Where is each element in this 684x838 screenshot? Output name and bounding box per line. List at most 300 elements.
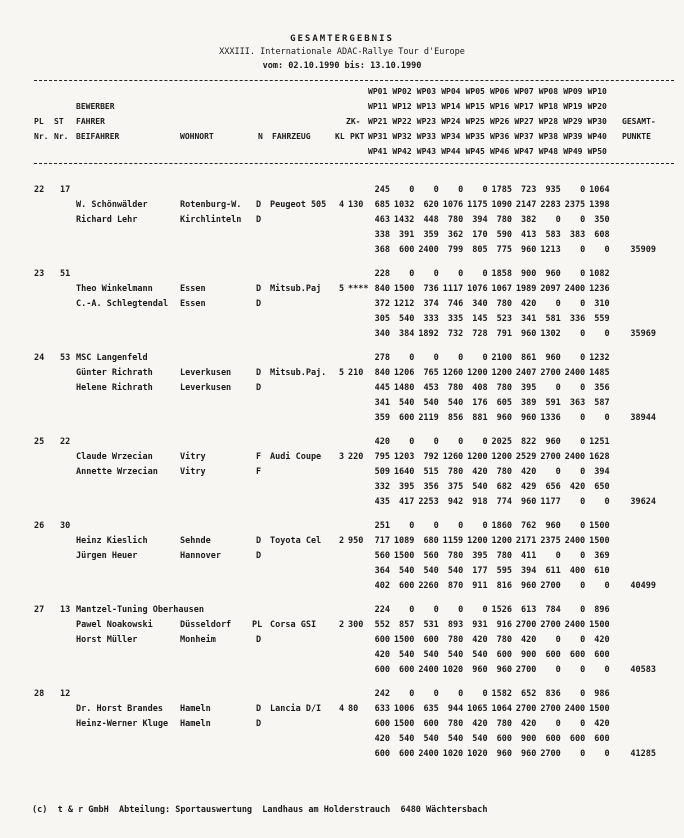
wp-score: 600 bbox=[496, 650, 512, 660]
wp-score: 1500 bbox=[393, 635, 415, 645]
wp-score: 1260 bbox=[442, 368, 464, 378]
wp-label: WP41 bbox=[368, 147, 388, 156]
wp-score: 960 bbox=[521, 413, 537, 423]
wp-label: WP10 bbox=[587, 87, 607, 96]
entry-total-points: 39624 bbox=[630, 497, 656, 507]
wp-score: 1236 bbox=[589, 284, 610, 294]
wp-score: 685 bbox=[374, 200, 390, 210]
entry-class: 2 bbox=[339, 620, 345, 630]
wp-score: 1200 bbox=[491, 452, 512, 462]
wp-label: WP25 bbox=[465, 117, 485, 126]
wp-score: 0 bbox=[580, 353, 586, 363]
col-st: ST bbox=[54, 117, 64, 126]
wp-label: WP42 bbox=[392, 147, 412, 156]
wp-score: 0 bbox=[409, 353, 415, 363]
wp-score: 960 bbox=[521, 329, 537, 339]
wp-score: 540 bbox=[423, 566, 439, 576]
entry-driver: Theo Winkelmann bbox=[76, 284, 153, 294]
wp-label: WP14 bbox=[441, 102, 461, 111]
wp-score: 960 bbox=[496, 665, 512, 675]
entry-codriver-town: Monheim bbox=[180, 635, 216, 645]
wp-score: 356 bbox=[423, 482, 439, 492]
wp-score: 420 bbox=[521, 635, 537, 645]
entry-total-points: 38944 bbox=[630, 413, 656, 423]
wp-score: 540 bbox=[472, 482, 488, 492]
wp-score: 2400 bbox=[564, 536, 586, 546]
wp-score: 780 bbox=[447, 719, 464, 729]
wp-score: 1480 bbox=[393, 383, 415, 393]
wp-score: 600 bbox=[594, 650, 610, 660]
wp-score: 2283 bbox=[540, 200, 561, 210]
entry-driver-town: Hameln bbox=[180, 704, 211, 714]
wp-score: 363 bbox=[569, 398, 586, 408]
wp-score: 0 bbox=[604, 665, 610, 675]
wp-score: 0 bbox=[555, 299, 561, 309]
wp-score: 780 bbox=[496, 215, 512, 225]
entry-total-points: 35909 bbox=[630, 245, 656, 255]
wp-score: 356 bbox=[594, 383, 610, 393]
wp-score: 960 bbox=[545, 353, 561, 363]
wp-score: 780 bbox=[447, 383, 464, 393]
wp-score: 960 bbox=[545, 437, 561, 447]
col-gesamt: GESAMT- bbox=[622, 117, 656, 126]
wp-score: 600 bbox=[399, 245, 415, 255]
wp-score: 340 bbox=[374, 329, 390, 339]
wp-score: 540 bbox=[399, 650, 415, 660]
wp-score: 960 bbox=[521, 581, 537, 591]
wp-score: 0 bbox=[580, 497, 586, 507]
col-kl: KL bbox=[335, 132, 345, 141]
wp-score: 780 bbox=[496, 467, 512, 477]
wp-score: 170 bbox=[472, 230, 488, 240]
entry-codriver-nation: D bbox=[256, 215, 262, 225]
wp-label: WP33 bbox=[416, 132, 437, 141]
wp-score: 420 bbox=[594, 635, 610, 645]
wp-score: 1500 bbox=[393, 719, 415, 729]
wp-score: 362 bbox=[447, 230, 464, 240]
entry-codriver: C.-A. Schlegtendal bbox=[76, 299, 169, 309]
wp-score: 650 bbox=[594, 482, 610, 492]
wp-score: 395 bbox=[472, 551, 488, 561]
wp-score: 0 bbox=[580, 719, 586, 729]
wp-score: 635 bbox=[423, 704, 439, 714]
wp-label: WP35 bbox=[465, 132, 485, 141]
wp-label: WP23 bbox=[416, 117, 437, 126]
wp-score: 682 bbox=[496, 482, 512, 492]
wp-score: 1260 bbox=[442, 452, 464, 462]
wp-score: 372 bbox=[374, 299, 390, 309]
wp-score: 1076 bbox=[442, 200, 464, 210]
wp-score: 408 bbox=[472, 383, 488, 393]
wp-score: 960 bbox=[496, 413, 512, 423]
header-rule-bottom bbox=[34, 163, 674, 164]
wp-label: WP44 bbox=[441, 147, 461, 156]
wp-score: 1006 bbox=[393, 704, 415, 714]
wp-score: 0 bbox=[580, 329, 586, 339]
wp-score: 374 bbox=[423, 299, 439, 309]
wp-score: 780 bbox=[447, 551, 464, 561]
wp-label: WP49 bbox=[563, 147, 583, 156]
wp-label: WP15 bbox=[465, 102, 485, 111]
wp-score: 0 bbox=[409, 605, 415, 615]
wp-score: 540 bbox=[447, 398, 464, 408]
entry-vehicle: Audi Coupe bbox=[270, 452, 322, 462]
wp-score: 600 bbox=[374, 749, 390, 759]
wp-score: 591 bbox=[545, 398, 561, 408]
entry-codriver-town: Vitry bbox=[180, 467, 206, 477]
wp-score: 856 bbox=[447, 413, 464, 423]
wp-score: 0 bbox=[433, 689, 439, 699]
wp-score: 600 bbox=[594, 734, 610, 744]
wp-score: 1785 bbox=[491, 185, 512, 195]
wp-score: 1064 bbox=[589, 185, 610, 195]
wp-score: 453 bbox=[423, 383, 439, 393]
entry-start-number: 51 bbox=[60, 269, 71, 279]
wp-score: 652 bbox=[521, 689, 537, 699]
wp-score: 1892 bbox=[418, 329, 439, 339]
wp-score: 0 bbox=[433, 269, 439, 279]
entry-bewerber: MSC Langenfeld bbox=[76, 353, 148, 363]
entry-driver-town: Essen bbox=[180, 284, 206, 294]
entry-codriver-nation: D bbox=[256, 719, 262, 729]
wp-score: 177 bbox=[472, 566, 488, 576]
wp-score: 2171 bbox=[515, 536, 537, 546]
wp-score: 420 bbox=[472, 719, 488, 729]
wp-score: 1582 bbox=[491, 689, 512, 699]
wp-score: 0 bbox=[458, 605, 464, 615]
wp-score: 986 bbox=[594, 689, 610, 699]
entry-codriver: Annette Wrzecian bbox=[76, 467, 158, 477]
entry-driver-nation: PL bbox=[252, 620, 263, 630]
wp-label: WP29 bbox=[563, 117, 583, 126]
wp-label: WP50 bbox=[587, 147, 607, 156]
wp-score: 0 bbox=[555, 467, 561, 477]
wp-score: 944 bbox=[447, 704, 464, 714]
wp-score: 1302 bbox=[540, 329, 561, 339]
entry-codriver: Helene Richrath bbox=[76, 383, 153, 393]
wp-score: 338 bbox=[374, 230, 390, 240]
wp-score: 1020 bbox=[442, 665, 464, 675]
wp-score: 382 bbox=[521, 215, 537, 225]
wp-score: 1251 bbox=[589, 437, 610, 447]
entry-class: 3 bbox=[339, 452, 345, 462]
wp-score: 960 bbox=[545, 521, 561, 531]
wp-score: 1500 bbox=[393, 284, 415, 294]
wp-score: 1336 bbox=[540, 413, 561, 423]
wp-label: WP37 bbox=[514, 132, 534, 141]
wp-score: 340 bbox=[472, 299, 488, 309]
wp-score: 395 bbox=[521, 383, 537, 393]
wp-score: 420 bbox=[472, 467, 488, 477]
entry-driver: Dr. Horst Brandes bbox=[76, 704, 163, 714]
wp-score: 960 bbox=[496, 749, 512, 759]
wp-score: 960 bbox=[472, 665, 488, 675]
wp-score: 1082 bbox=[589, 269, 610, 279]
col-pkt: PKT bbox=[350, 132, 365, 141]
wp-score: 2400 bbox=[564, 452, 586, 462]
wp-score: 2700 bbox=[540, 620, 561, 630]
wp-score: 2700 bbox=[540, 452, 561, 462]
wp-score: 0 bbox=[458, 689, 464, 699]
wp-label: WP45 bbox=[465, 147, 485, 156]
wp-score: 0 bbox=[482, 353, 488, 363]
wp-label: WP21 bbox=[368, 117, 388, 126]
entry-class: 4 bbox=[339, 200, 345, 210]
entry-vehicle: Peugeot 505 bbox=[270, 200, 327, 210]
wp-score: 805 bbox=[472, 245, 488, 255]
entry-start-number: 12 bbox=[60, 689, 71, 699]
wp-score: 242 bbox=[374, 689, 390, 699]
wp-score: 394 bbox=[521, 566, 537, 576]
wp-score: 0 bbox=[433, 605, 439, 615]
wp-score: 590 bbox=[496, 230, 512, 240]
wp-label: WP32 bbox=[392, 132, 412, 141]
entry-bewerber: Mantzel-Tuning Oberhausen bbox=[76, 605, 204, 615]
wp-score: 420 bbox=[594, 719, 610, 729]
wp-score: 732 bbox=[447, 329, 464, 339]
wp-score: 1640 bbox=[393, 467, 415, 477]
entry-codriver-nation: F bbox=[256, 467, 262, 477]
wp-score: 784 bbox=[545, 605, 561, 615]
wp-label: WP12 bbox=[392, 102, 412, 111]
wp-score: 394 bbox=[472, 215, 488, 225]
wp-score: 1860 bbox=[491, 521, 512, 531]
wp-score: 2700 bbox=[515, 620, 537, 630]
wp-score: 2375 bbox=[564, 200, 586, 210]
wp-score: 0 bbox=[433, 437, 439, 447]
wp-score: 1200 bbox=[467, 452, 488, 462]
wp-score: 389 bbox=[521, 398, 537, 408]
wp-score: 600 bbox=[399, 413, 415, 423]
col-fahrzeug: FAHRZEUG bbox=[272, 132, 311, 141]
wp-score: 2529 bbox=[515, 452, 537, 462]
entry-driver-town: Düsseldorf bbox=[180, 620, 232, 630]
wp-score: 610 bbox=[594, 566, 610, 576]
wp-label: WP34 bbox=[441, 132, 461, 141]
wp-score: 2400 bbox=[418, 749, 439, 759]
wp-score: 0 bbox=[580, 467, 586, 477]
wp-score: 780 bbox=[447, 215, 464, 225]
wp-score: 448 bbox=[423, 215, 439, 225]
wp-score: 359 bbox=[374, 413, 390, 423]
wp-score: 540 bbox=[447, 566, 464, 576]
wp-score: 1159 bbox=[442, 536, 464, 546]
entry-codriver-town: Hannover bbox=[180, 551, 221, 561]
entry-start-number: 17 bbox=[60, 185, 71, 195]
wp-score: 583 bbox=[545, 230, 561, 240]
wp-score: 228 bbox=[374, 269, 390, 279]
wp-score: 881 bbox=[472, 413, 488, 423]
wp-score: 2700 bbox=[515, 704, 537, 714]
wp-score: 2400 bbox=[564, 284, 586, 294]
wp-score: 0 bbox=[458, 437, 464, 447]
entry-driver-nation: D bbox=[256, 200, 262, 210]
wp-score: 335 bbox=[447, 314, 464, 324]
wp-score: 2400 bbox=[564, 620, 586, 630]
wp-score: 560 bbox=[423, 551, 439, 561]
wp-score: 600 bbox=[399, 749, 415, 759]
entry-place: 23 bbox=[34, 269, 45, 279]
wp-score: 960 bbox=[521, 245, 537, 255]
wp-score: 0 bbox=[580, 437, 586, 447]
entry-driver-nation: F bbox=[256, 452, 262, 462]
wp-score: 394 bbox=[594, 467, 610, 477]
entry-place: 28 bbox=[34, 689, 45, 699]
wp-label: WP02 bbox=[392, 87, 412, 96]
wp-score: 0 bbox=[580, 413, 586, 423]
entry-driver: Heinz Kieslich bbox=[76, 536, 148, 546]
wp-score: 0 bbox=[604, 329, 610, 339]
wp-score: 0 bbox=[458, 521, 464, 531]
event-name: XXXIII. Internationale ADAC-Rallye Tour d'Europe bbox=[219, 47, 465, 57]
entry-start-number: 13 bbox=[60, 605, 71, 615]
wp-score: 1089 bbox=[393, 536, 415, 546]
wp-score: 935 bbox=[545, 185, 561, 195]
wp-score: 420 bbox=[569, 482, 586, 492]
entry-class: 2 bbox=[339, 536, 345, 546]
wp-score: 870 bbox=[447, 581, 464, 591]
wp-score: 1212 bbox=[393, 299, 415, 309]
wp-score: 2253 bbox=[418, 497, 439, 507]
wp-score: 0 bbox=[458, 353, 464, 363]
wp-label: WP09 bbox=[563, 87, 583, 96]
wp-score: 780 bbox=[496, 299, 512, 309]
wp-score: 420 bbox=[472, 635, 488, 645]
wp-score: 0 bbox=[458, 185, 464, 195]
wp-score: 540 bbox=[399, 734, 415, 744]
wp-score: 2025 bbox=[491, 437, 512, 447]
wp-score: 540 bbox=[399, 566, 415, 576]
wp-score: 0 bbox=[555, 719, 561, 729]
wp-score: 0 bbox=[555, 215, 561, 225]
wp-score: 0 bbox=[580, 215, 586, 225]
wp-score: 600 bbox=[399, 665, 415, 675]
wp-score: 420 bbox=[521, 299, 537, 309]
entry-driver: Claude Wrzecian bbox=[76, 452, 153, 462]
entry-vehicle: Mitsub.Paj. bbox=[270, 368, 327, 378]
wp-score: 0 bbox=[555, 665, 561, 675]
wp-score: 799 bbox=[447, 245, 464, 255]
entry-penalty-points: 80 bbox=[348, 704, 359, 714]
wp-label: WP11 bbox=[368, 102, 388, 111]
wp-score: 960 bbox=[521, 749, 537, 759]
wp-score: 1232 bbox=[589, 353, 610, 363]
entry-start-number: 22 bbox=[60, 437, 71, 447]
entry-penalty-points: **** bbox=[348, 284, 369, 294]
wp-score: 391 bbox=[399, 230, 415, 240]
entry-codriver-town: Essen bbox=[180, 299, 206, 309]
entry-class: 4 bbox=[339, 704, 345, 714]
entry-codriver: Jürgen Heuer bbox=[76, 551, 138, 561]
wp-score: 463 bbox=[374, 215, 390, 225]
wp-label: WP26 bbox=[490, 117, 510, 126]
wp-score: 1500 bbox=[589, 620, 610, 630]
wp-score: 0 bbox=[580, 635, 586, 645]
wp-score: 717 bbox=[374, 536, 390, 546]
wp-score: 278 bbox=[374, 353, 390, 363]
wp-label: WP13 bbox=[416, 102, 437, 111]
wp-score: 420 bbox=[374, 734, 390, 744]
wp-score: 0 bbox=[433, 185, 439, 195]
wp-label: WP30 bbox=[587, 117, 607, 126]
wp-score: 2400 bbox=[418, 245, 439, 255]
wp-score: 368 bbox=[374, 245, 390, 255]
wp-score: 1020 bbox=[467, 749, 488, 759]
col-nr: Nr. bbox=[34, 132, 49, 141]
wp-score: 600 bbox=[374, 665, 390, 675]
entry-codriver: Heinz-Werner Kluge bbox=[76, 719, 169, 729]
wp-score: 350 bbox=[594, 215, 610, 225]
wp-score: 1858 bbox=[491, 269, 512, 279]
wp-score: 383 bbox=[569, 230, 586, 240]
wp-score: 916 bbox=[496, 620, 512, 630]
wp-score: 540 bbox=[423, 398, 439, 408]
wp-score: 333 bbox=[423, 314, 439, 324]
entry-vehicle: Toyota Cel bbox=[270, 536, 322, 546]
wp-label: WP01 bbox=[368, 87, 388, 96]
entry-codriver: Horst Müller bbox=[76, 635, 138, 645]
wp-score: 1177 bbox=[540, 497, 561, 507]
wp-score: 402 bbox=[374, 581, 390, 591]
wp-score: 728 bbox=[472, 329, 488, 339]
wp-score: 1200 bbox=[491, 536, 512, 546]
wp-score: 540 bbox=[447, 734, 464, 744]
wp-score: 600 bbox=[423, 719, 439, 729]
wp-score: 595 bbox=[496, 566, 512, 576]
wp-score: 723 bbox=[521, 185, 537, 195]
wp-score: 1989 bbox=[515, 284, 537, 294]
wp-score: 0 bbox=[482, 689, 488, 699]
entry-place: 25 bbox=[34, 437, 45, 447]
wp-score: 611 bbox=[545, 566, 561, 576]
wp-label: WP16 bbox=[490, 102, 510, 111]
wp-score: 795 bbox=[374, 452, 390, 462]
wp-score: 540 bbox=[399, 398, 415, 408]
entry-driver-town: Vitry bbox=[180, 452, 206, 462]
wp-score: 384 bbox=[399, 329, 415, 339]
wp-score: 2119 bbox=[418, 413, 439, 423]
wp-score: 2400 bbox=[418, 665, 439, 675]
wp-label: WP39 bbox=[563, 132, 583, 141]
wp-label: WP05 bbox=[465, 87, 485, 96]
wp-score: 509 bbox=[374, 467, 390, 477]
wp-score: 780 bbox=[496, 719, 512, 729]
wp-score: 1485 bbox=[589, 368, 610, 378]
wp-score: 0 bbox=[580, 521, 586, 531]
wp-score: 445 bbox=[374, 383, 390, 393]
wp-score: 1200 bbox=[467, 536, 488, 546]
entry-place: 26 bbox=[34, 521, 45, 531]
wp-score: 1090 bbox=[491, 200, 512, 210]
wp-score: 0 bbox=[409, 269, 415, 279]
wp-score: 613 bbox=[521, 605, 537, 615]
col-zk: ZK- bbox=[346, 117, 361, 126]
wp-score: 417 bbox=[399, 497, 415, 507]
wp-score: 0 bbox=[409, 437, 415, 447]
wp-label: WP40 bbox=[587, 132, 607, 141]
wp-label: WP24 bbox=[441, 117, 461, 126]
wp-score: 840 bbox=[374, 368, 390, 378]
wp-score: 911 bbox=[472, 581, 488, 591]
wp-score: 840 bbox=[374, 284, 390, 294]
event-dates: vom: 02.10.1990 bis: 13.10.1990 bbox=[262, 61, 422, 71]
entry-total-points: 40583 bbox=[630, 665, 656, 675]
wp-score: 775 bbox=[496, 245, 512, 255]
wp-score: 413 bbox=[521, 230, 537, 240]
wp-score: 600 bbox=[545, 734, 561, 744]
wp-label: WP38 bbox=[538, 132, 559, 141]
wp-score: 224 bbox=[374, 605, 390, 615]
